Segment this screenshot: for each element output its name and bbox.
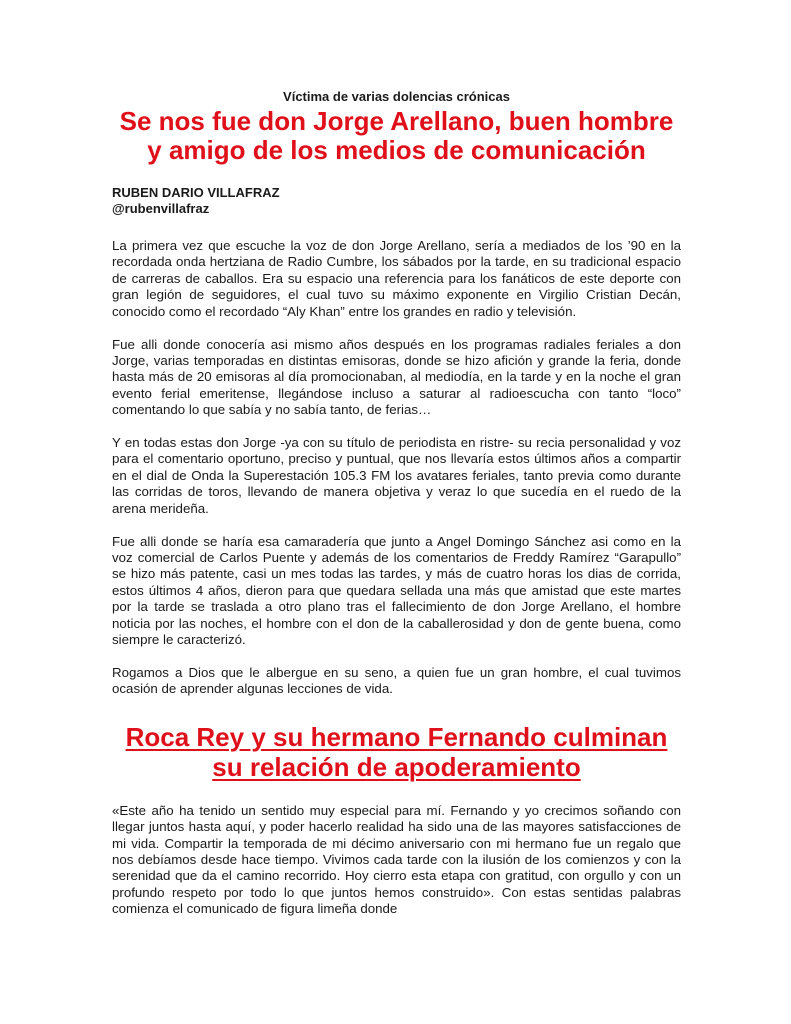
paragraph: «Este año ha tenido un sentido muy especial para mí. Fernando y yo crecimos soñando con llegar juntos hasta aquí, y poder hacerlo realidad ha sido una de las mayores satisfacciones de mi vida. Compartir la temporada de mi décimo aniversario con mi hermano fue un regalo que nos debíamos desde hace tiempo. Vivimos cada tarde con la ilusión de los comienzos y con la serenidad que da el camino recorrido. Hoy cierro esta etapa con gratitud, con orgullo y con un profundo respeto por todo lo que juntos hemos construido». Con estas sentidas palabras comienza el comunicado de figura limeña donde <box>112 802 681 917</box>
author-name: RUBEN DARIO VILLAFRAZ <box>112 185 280 200</box>
paragraph: Rogamos a Dios que le albergue en su seno, a quien fue un gran hombre, el cual tuvimos ocasión de aprender algunas lecciones de vida. <box>112 664 681 697</box>
headline-line-2: su relación de apoderamiento <box>212 751 581 782</box>
article-roca-rey <box>112 722 681 918</box>
byline <box>112 185 681 217</box>
paragraph: Y en todas estas don Jorge -ya con su título de periodista en ristre- su recia personalidad y voz para el comentario oportuno, preciso y puntual, que nos llevaría estos últimos años a compartir en el dial de Onda la Superestación 105.3 FM los avatares feriales, tanto previa como durante las corridas de toros, llevando de manera objetiva y veraz lo que sucedía en el ruedo de la arena merideña. <box>112 435 681 516</box>
headline-roca-rey <box>112 722 681 782</box>
paragraph: Fue alli donde se haría esa camaradería que junto a Angel Domingo Sánchez asi como en la voz comercial de Carlos Puente y además de los comentarios de Freddy Ramírez “Garapullo” se hizo más patente, casi un mes todas las tardes, y más de cuatro horas los dias de corrida, estos últimos 4 años, dieron para que quedara sellada una más que amistad que este martes por la tarde se traslada a otro plano tras el fallecimiento de don Jorge Arellano, el hombre noticia por las noches, el hombre con el don de la caballerosidad y don de gente buena, como siempre le caracterizó. <box>112 533 681 648</box>
paragraph: La primera vez que escuche la voz de don Jorge Arellano, sería a mediados de los ’90 en la recordada onda hertziana de Radio Cumbre, los sábados por la tarde, en su tradicional espacio de carreras de caballos. Era su espacio una referencia para los fanáticos de este deporte con gran legión de seguidores, el cual tuvo su máximo exponente en Virgilio Cristian Decán, conocido como el recordado “Aly Khan” entre los grandes en radio y televisión. <box>112 238 681 319</box>
document-page <box>112 89 681 918</box>
headline <box>100 107 693 165</box>
headline-line-1: Roca Rey y su hermano Fernando culminan <box>125 721 668 752</box>
paragraph: Fue alli donde conocería asi mismo años después en los programas radiales feriales a don Jorge, varias temporadas en distintas emisoras, donde se hizo afición y grande la feria, donde hasta más de 20 emisoras al día promocionaban, al mediodía, en la tarde y en la noche el gran evento ferial emeritense, llegándose incluso a saturar al radioescucha con tanto “loco” comentando lo que sabía y no sabía tanto, de ferias… <box>112 336 681 418</box>
headline-line-2: y amigo de los medios de comunicación <box>147 135 646 165</box>
headline-line-1: Se nos fue don Jorge Arellano, buen hombre <box>119 106 674 136</box>
article-jorge-arellano <box>112 89 681 698</box>
kicker: Víctima de varias dolencias crónicas <box>283 89 510 104</box>
author-handle: @rubenvillafraz <box>112 201 210 216</box>
